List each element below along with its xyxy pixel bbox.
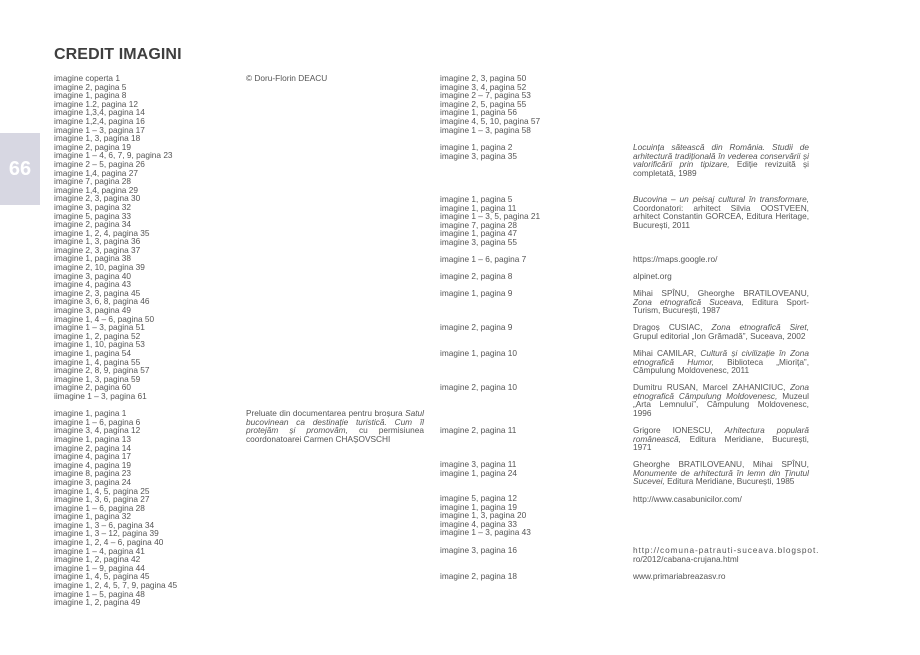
ref-camilar — [633, 349, 809, 375]
image-credit-line: imagine 1, 3, 6, pagina 27 — [54, 494, 150, 505]
ref-title: Cultură și civilizație în Zona etnografică Humor, — [633, 348, 809, 367]
ref-patrauti-line-1: http://comuna-patrauti-suceava.blogspot. — [633, 545, 820, 555]
image-credit-line: imagine 1 – 3, pagina 43 — [440, 527, 531, 538]
ref-locuinta — [633, 143, 809, 177]
ref-title: Zona etnografică Câmpulung Moldovenesc, — [633, 382, 809, 401]
ref-lead: Mihai CAMILAR, — [633, 348, 701, 358]
ref-title: Bucovina – un peisaj cultural în transformare, — [633, 194, 809, 204]
image-credit-line: imagine 1, 2, 4, 5, 7, 9, pagina 45 — [54, 580, 178, 591]
image-credit-line: imagine 1 – 4, 6, 7, 9, pagina 23 — [54, 150, 173, 161]
image-credit-line: imagine 4, pagina 33 — [440, 518, 518, 529]
image-credit-line: imagine 2, pagina 9 — [440, 322, 513, 332]
image-credit-line: imagine 1, 4, pagina 55 — [54, 356, 141, 367]
ref-ionescu — [633, 426, 809, 452]
image-credit-group — [440, 494, 531, 537]
sources-column — [246, 73, 424, 444]
image-credit-group — [440, 383, 517, 392]
image-credit-line: imagine 5, pagina 12 — [440, 493, 518, 503]
image-credit-group — [440, 255, 526, 264]
image-credit-line: imagine 2 – 5, pagina 26 — [54, 158, 145, 169]
ref-lead: Mihai SPÎNU, Gheorghe BRATILOVEANU, — [633, 288, 809, 298]
image-credit-line: imagine 1, 3, pagina 20 — [440, 510, 527, 521]
image-credit-line: imagine 3, pagina 49 — [54, 305, 132, 316]
image-credit-line: imagine 1, pagina 38 — [54, 253, 132, 264]
image-credit-line: imagine 2, pagina 18 — [440, 571, 518, 581]
image-credit-line: imagine 1, pagina 47 — [440, 228, 518, 239]
image-credit-group — [440, 74, 540, 134]
image-credit-line: imagine 1, pagina 9 — [440, 288, 513, 298]
image-credit-line: imagine 1, pagina 1 — [54, 408, 127, 419]
page-number: 66 — [8, 157, 32, 180]
image-credit-line: imagine 1, pagina 8 — [54, 90, 127, 101]
image-credit-line: imagine 3, 4, pagina 12 — [54, 425, 141, 436]
image-credit-line: imagine 3, 6, 8, pagina 46 — [54, 296, 150, 307]
ref-tail: Coordonatori: arhitect Silvia OOSTVEEN, arhitect Constantin GORCEA, Editura Heritage, București, 2011 — [633, 202, 809, 230]
image-credit-group — [440, 323, 512, 332]
ref-bratiloveanu — [633, 460, 809, 486]
ref-tail: Editura Meridiane, București, 1971 — [633, 433, 809, 453]
image-credit-line: imagine 2 – 7, pagina 53 — [440, 90, 531, 101]
image-credit-line: imagine 5, pagina 33 — [54, 210, 132, 221]
ref-title: Locuința sătească din România. Studii de arhitectură tradițională în vederea conservării și valorificării prin tipizare, — [633, 142, 809, 170]
image-credit-line: imagine 1, 4, 5, pagina 45 — [54, 571, 150, 582]
image-credit-line: imagine 2, pagina 34 — [54, 219, 132, 230]
ref-title: Arhitectura populară românească, — [633, 425, 810, 444]
image-credit-line: imagine 1, pagina 10 — [440, 348, 518, 358]
image-credit-line: imagine 1,4, pagina 27 — [54, 167, 138, 178]
ref-cusiac — [633, 323, 809, 340]
image-credit-line: imagine 1 – 6, pagina 6 — [54, 416, 141, 427]
brochure-credit-lead: Preluate din documentarea pentru broșura — [246, 408, 406, 418]
image-credit-line: imagine 1, 2, 4 – 6, pagina 40 — [54, 537, 164, 548]
image-credit-line: iimagine 1 – 3, pagina 61 — [54, 390, 147, 401]
image-credit-line: imagine 1 – 6, pagina 28 — [54, 502, 145, 513]
image-list-column-1 — [54, 74, 234, 607]
image-credit-line: imagine 1, 3 – 6, pagina 34 — [54, 519, 155, 530]
image-credit-line: imagine 1 – 3, pagina 58 — [440, 124, 531, 135]
image-credit-line: imagine 1, 3 – 12, pagina 39 — [54, 528, 159, 539]
image-credit-line: imagine 1, 10, pagina 53 — [54, 339, 145, 350]
image-credit-line: imagine 2, 3, pagina 50 — [440, 73, 527, 83]
image-credit-group — [440, 426, 516, 435]
image-credit-line: imagine 3, pagina 16 — [440, 545, 518, 555]
image-credit-line: imagine 2, 5, pagina 55 — [440, 98, 527, 109]
image-credit-line: imagine 1 – 3, pagina 51 — [54, 322, 145, 333]
image-credit-line: imagine 1.2, pagina 12 — [54, 98, 138, 109]
page-number-tab — [0, 133, 40, 205]
image-credit-line: imagine 2, 10, pagina 39 — [54, 262, 145, 273]
image-credit-line: imagine 3, pagina 40 — [54, 270, 132, 281]
image-credit-line: imagine 1 – 4, pagina 41 — [54, 545, 145, 556]
image-credit-group — [440, 460, 517, 477]
image-credit-line: imagine 1, pagina 54 — [54, 348, 132, 358]
image-credit-group — [440, 289, 512, 298]
image-credit-line: imagine 1, pagina 5 — [440, 194, 513, 204]
image-credit-line: imagine 1,4, pagina 29 — [54, 184, 138, 195]
image-credit-line: imagine 3, pagina 11 — [440, 459, 517, 469]
ref-tail: Grupul editorial „Ion Grămadă”, Suceava, 2002 — [633, 330, 806, 341]
image-credit-line: imagine 7, pagina 28 — [54, 176, 132, 187]
ref-breaza-link[interactable]: www.primariabreazasv.ro — [633, 571, 726, 581]
image-credit-line: imagine 1,2,4, pagina 16 — [54, 115, 145, 126]
image-credit-line: imagine 1 – 6, pagina 7 — [440, 254, 527, 264]
image-credit-line: imagine 2, pagina 60 — [54, 382, 132, 393]
image-credit-line: imagine 2, 8, 9, pagina 57 — [54, 365, 150, 376]
image-credit-line: imagine 1 – 3, 5, pagina 21 — [440, 211, 541, 222]
author-credit: © Doru-Florin DEACU — [246, 73, 328, 83]
image-credit-line: imagine 4, pagina 19 — [54, 459, 132, 470]
image-credit-line: imagine 1, 3, pagina 59 — [54, 373, 141, 384]
ref-lead: Dumitru RUSAN, Marcel ZAHANICIUC, — [633, 382, 791, 392]
image-credit-line: imagine 7, pagina 28 — [440, 219, 518, 230]
brochure-credit-tail: cu permisiunea coordonatoarei Carmen CHAȘOVSCHI — [246, 425, 424, 444]
image-credit-line: imagine 1, 2, pagina 52 — [54, 330, 141, 341]
ref-patrauti-link[interactable] — [633, 545, 820, 564]
image-credit-group — [440, 272, 512, 281]
image-credit-line: imagine 3, pagina 35 — [440, 150, 518, 161]
ref-lead: Dragoș CUSIAC, — [633, 322, 712, 332]
image-credit-line: imagine 4, pagina 17 — [54, 451, 132, 462]
image-credit-line: imagine 2, pagina 14 — [54, 442, 132, 453]
image-credit-line: imagine 1 – 9, pagina 44 — [54, 562, 145, 573]
image-credit-line: imagine 1, 3, pagina 36 — [54, 236, 141, 247]
image-credit-line: imagine 2, pagina 10 — [440, 382, 518, 392]
image-credit-line: imagine coperta 1 — [54, 73, 120, 83]
ref-alpinet-link[interactable]: alpinet.org — [633, 271, 672, 281]
image-credit-line: imagine 1, pagina 32 — [54, 511, 132, 522]
image-credit-line: imagine 1, pagina 2 — [440, 142, 513, 152]
image-credit-line: imagine 4, 5, 10, pagina 57 — [440, 115, 541, 126]
ref-spinu — [633, 289, 809, 315]
image-credit-line: imagine 1, 2, pagina 49 — [54, 597, 141, 608]
image-credit-line: imagine 1, 2, 4, pagina 35 — [54, 227, 150, 238]
image-credit-line: imagine 1, pagina 19 — [440, 501, 518, 512]
image-credit-line: imagine 3, 4, pagina 52 — [440, 81, 527, 92]
image-credit-line: imagine 1 – 5, pagina 48 — [54, 588, 145, 599]
brochure-title: Satul bucovinean ca destinație turistică. Cum îl protejăm și promovăm, — [246, 408, 424, 436]
ref-tail: Muzeul „Arta Lemnului”, Câmpulung Moldovenesc, 1996 — [633, 390, 809, 418]
image-credit-line: imagine 1,3,4, pagina 14 — [54, 107, 145, 118]
ref-title: Zona etnografică Siret, — [711, 322, 810, 332]
ref-tail: Ediție revizuită și completată, 1989 — [633, 159, 809, 178]
ref-casabunicilor-link[interactable]: http://www.casabunicilor.com/ — [633, 494, 742, 504]
ref-patrauti-line-2: ro/2012/cabana-crujana.html — [633, 553, 739, 564]
ref-rusan — [633, 383, 809, 417]
brochure-credit — [246, 409, 424, 443]
image-credit-line: imagine 1, pagina 24 — [440, 467, 518, 478]
image-credit-line: imagine 3, pagina 32 — [54, 201, 132, 212]
image-credit-group — [440, 546, 517, 555]
page-title: CREDIT IMAGINI — [54, 46, 182, 63]
ref-lead: Grigore IONESCU, — [633, 425, 725, 435]
image-credit-group — [440, 572, 517, 581]
image-credit-line: imagine 1, pagina 11 — [440, 202, 517, 213]
image-credit-line: imagine 1, 4 – 6, pagina 50 — [54, 313, 155, 324]
image-credit-line: imagine 3, pagina 55 — [440, 236, 518, 247]
image-credit-line: imagine 1, 2, pagina 42 — [54, 554, 141, 565]
image-credit-line: imagine 1 – 3, pagina 17 — [54, 124, 145, 135]
image-credit-line: imagine 2, 3, pagina 37 — [54, 244, 141, 255]
image-credit-group — [440, 143, 517, 160]
ref-lead: Gheorghe BRATILOVEANU, Mihai SPÎNU, — [633, 459, 809, 469]
image-credit-line: imagine 4, pagina 43 — [54, 279, 132, 290]
image-credit-line: imagine 1, pagina 13 — [54, 433, 132, 444]
image-credit-line: imagine 1, 4, 5, pagina 25 — [54, 485, 150, 496]
image-credit-line: imagine 8, pagina 23 — [54, 468, 132, 479]
image-credit-group — [440, 349, 517, 358]
image-credit-line: imagine 2, pagina 5 — [54, 81, 127, 92]
image-credit-group — [440, 195, 540, 247]
ref-google-maps-link[interactable]: https://maps.google.ro/ — [633, 254, 718, 264]
ref-tail: Editura Sport-Turism, București, 1987 — [633, 296, 810, 316]
image-credit-line: imagine 2, 3, pagina 45 — [54, 287, 141, 298]
image-credit-line: imagine 2, 3, pagina 30 — [54, 193, 141, 204]
ref-title: Monumente de arhitectură în lemn din Ținutul Sucevei, — [633, 467, 809, 487]
image-credit-line: imagine 1, 3, pagina 18 — [54, 133, 141, 144]
ref-tail: Biblioteca „Miorița”, Câmpulung Moldovenesc, 2011 — [633, 356, 809, 376]
image-credit-line: imagine 2, pagina 8 — [440, 271, 513, 281]
ref-title: Zona etnografică Suceava, — [633, 296, 744, 307]
image-credit-line: imagine 2, pagina 11 — [440, 425, 517, 435]
image-credit-line: imagine 1, pagina 56 — [440, 107, 518, 118]
image-credit-line: imagine 3, pagina 24 — [54, 476, 132, 487]
ref-tail: Editura Meridiane, București, 1985 — [664, 476, 795, 487]
ref-bucovina — [633, 195, 809, 229]
image-credit-line: imagine 2, pagina 19 — [54, 141, 132, 152]
